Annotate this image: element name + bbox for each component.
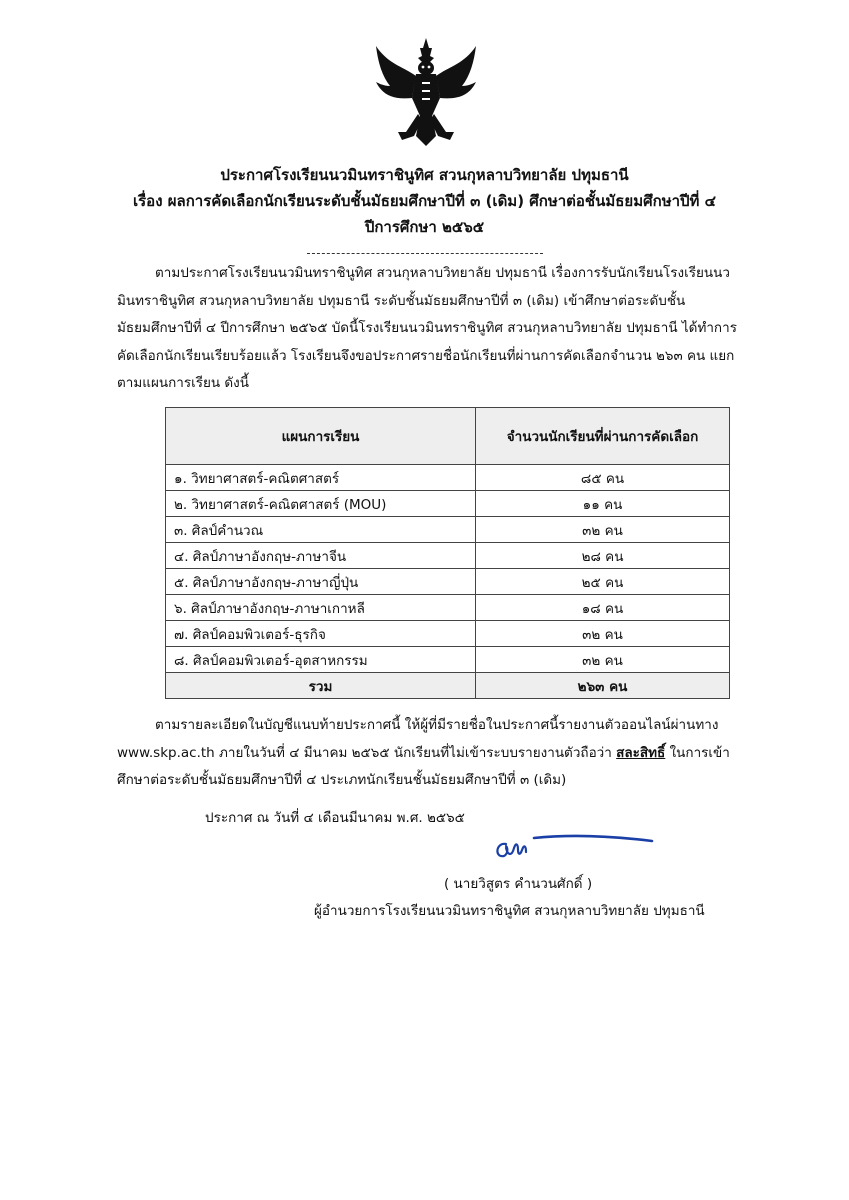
plan-count: ๑๑ คน (476, 491, 730, 517)
table-row (166, 465, 730, 491)
column-header-plan: แผนการเรียน (166, 408, 476, 465)
total-label: รวม (166, 673, 476, 699)
details-text-1: ตามรายละเอียดในบัญชีแนบท้ายประกาศนี้ ให้ผู้ที่มีรายชื่อในประกาศนี้รายงานตัวออนไลน์ผ่านทาง www.skp.ac.th ภายในวันที่ ๔ มีนาคม ๒๕๖๕ นักเรียนที่ไม่เข้าระบบรายงานตัวถือว่า (117, 717, 719, 761)
plan-name: ๒. วิทยาศาสตร์-คณิตศาสตร์ (MOU) (166, 491, 476, 517)
signer-position: ผู้อำนวยการโรงเรียนนวมินทราชินูทิศ สวนกุหลาบวิทยาลัย ปทุมธานี (314, 903, 705, 919)
plan-count: ๓๒ คน (476, 517, 730, 543)
plan-name: ๔. ศิลป์ภาษาอังกฤษ-ภาษาจีน (166, 543, 476, 569)
table-total-row (166, 673, 730, 699)
plan-count: ๓๒ คน (476, 647, 730, 673)
plan-count: ๘๕ คน (476, 465, 730, 491)
plan-name: ๗. ศิลป์คอมพิวเตอร์-ธุรกิจ (166, 621, 476, 647)
announcement-title: ประกาศโรงเรียนนวมินทราชินูทิศ สวนกุหลาบวิทยาลัย ปทุมธานี (220, 166, 629, 184)
study-plan-table (165, 407, 730, 699)
table-row (166, 647, 730, 673)
plan-count: ๒๘ คน (476, 543, 730, 569)
table-row (166, 595, 730, 621)
table-row (166, 543, 730, 569)
details-text-2: ในการเข้าศึกษาต่อระดับชั้นมัธยมศึกษาปีที่ ๔ ประเภทนักเรียนชั้นมัธยมศึกษาปีที่ ๓ (เดิม) (117, 744, 730, 788)
garuda-emblem-icon (372, 36, 480, 148)
table-header-row (166, 408, 730, 465)
column-header-count: จำนวนนักเรียนที่ผ่านการคัดเลือก (476, 408, 730, 465)
plan-name: ๓. ศิลป์คำนวณ (166, 517, 476, 543)
table-row (166, 517, 730, 543)
announcement-subject: เรื่อง ผลการคัดเลือกนักเรียนระดับชั้นมัธยมศึกษาปีที่ ๓ (เดิม) ศึกษาต่อชั้นมัธยมศึกษาปีที่ ๔ (133, 192, 716, 210)
announcement-year: ปีการศึกษา ๒๕๖๕ (364, 218, 485, 236)
plan-name: ๕. ศิลป์ภาษาอังกฤษ-ภาษาญี่ปุ่น (166, 569, 476, 595)
intro-paragraph: ตามประกาศโรงเรียนนวมินทราชินูทิศ สวนกุหลาบวิทยาลัย ปทุมธานี เรื่องการรับนักเรียนโรงเรียนนวมินทราชินูทิศ สวนกุหลาบวิทยาลัย ปทุมธานี ระดับชั้นมัธยมศึกษาปีที่ ๓ (เดิม) เข้าศึกษาต่อระดับชั้นมัธยมศึกษาปีที่ ๔ ปีการศึกษา ๒๕๖๕ บัดนี้โรงเรียนนวมินทราชินูทิศ สวนกุหลาบวิทยาลัย ปทุมธานี ได้ทำการคัดเลือกนักเรียนเรียบร้อยแล้ว โรงเรียนจึงขอประกาศรายชื่อนักเรียนที่ผ่านการคัดเลือกจำนวน ๒๖๓ คน แยกตามแผนการเรียน ดังนี้ (117, 265, 737, 391)
table-row (166, 621, 730, 647)
details-paragraph (117, 712, 737, 795)
title-divider (307, 253, 543, 254)
signer-name: ( นายวิสูตร คำนวนศักดิ์ ) (444, 876, 593, 892)
plan-count: ๒๕ คน (476, 569, 730, 595)
table-row (166, 491, 730, 517)
plan-count: ๓๒ คน (476, 621, 730, 647)
plan-name: ๘. ศิลป์คอมพิวเตอร์-อุตสาหกรรม (166, 647, 476, 673)
plan-name: ๑. วิทยาศาสตร์-คณิตศาสตร์ (166, 465, 476, 491)
total-value: ๒๖๓ คน (476, 673, 730, 699)
forfeit-emphasis: สละสิทธิ์ (616, 744, 666, 761)
handwritten-signature-icon (492, 832, 662, 866)
plan-name: ๖. ศิลป์ภาษาอังกฤษ-ภาษาเกาหลี (166, 595, 476, 621)
table-row (166, 569, 730, 595)
announce-date: ประกาศ ณ วันที่ ๔ เดือนมีนาคม พ.ศ. ๒๕๖๕ (205, 810, 465, 826)
plan-count: ๑๘ คน (476, 595, 730, 621)
